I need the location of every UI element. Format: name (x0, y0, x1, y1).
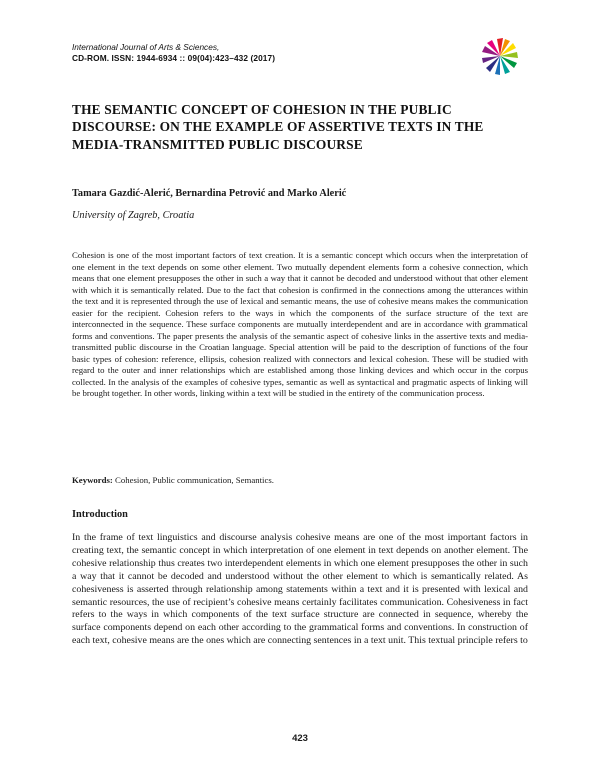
title-line: DISCOURSE: ON THE EXAMPLE OF ASSERTIVE TEXTS IN THE (72, 119, 484, 135)
journal-logo-icon (480, 36, 520, 76)
keywords-text: Cohesion, Public communication, Semantics. (115, 475, 274, 485)
abstract: Cohesion is one of the most important factors of text creation. It is a semantic concept which occurs when the interpretation of one element in the text depends on some other element. Two mutually dependent elements form a cohesive connection, which means that one element presupposes the other in such a way that it cannot be decoded and understood without that other element with which it is semantically related. Due to the fact that cohesion is confirmed in the connections among the utterances within the text and it is represented through the use of lexical and semantic means, the use of cohesive means makes the communication easier for the recipient. Cohesion refers to the ways in which the components of the surface structure of the text are interconnected in the sequence. These surface components are mutually interdependent and are in accordance with grammatical forms and conventions. The paper presents the analysis of the semantic aspect of cohesive links in the assertive texts and media-transmitted public discourse in the Croatian language. Special attention will be paid to the description of functions of the four basic types of cohesion: reference, ellipsis, cohesion realized with connectors and lexical cohesion. These will be studied with regard to the outer and inner relationships which are established among those linking devices and which occur in the corpus collected. In the analysis of the examples of cohesive types, semantic as well as syntactical and pragmatic aspects of linking will be brought together. In other words, linking within a text will be studied in the entirety of the communication process. (72, 250, 528, 399)
authors: Tamara Gazdić-Alerić, Bernardina Petrović and Marko Alerić (72, 188, 347, 199)
paper-title (72, 101, 532, 153)
introduction-paragraph: In the frame of text linguistics and discourse analysis cohesive means are one of the most important factors in creating text, the semantic concept in which interpretation of one element in text depends on another element. The cohesive relationship thus creates two interdependent elements in which one element presupposes the other in such a way that it cannot be decoded and understood without the other element to which is semantically related. As cohesiveness is asserted through relationship among statements within a text and it is presented with lexical and semantic resources, the use of recipient’s cohesive means certainly facilitates communication. Cohesiveness in fact refers to the ways in which components of the text surface structure are connected in sequence, whereby the surface components depend on each other according to the grammatical forms and conventions. In construction of each text, cohesive means are the ones which are connecting sentences in a text unit. This textual principle refers to (72, 532, 528, 647)
title-line: MEDIA-TRANSMITTED PUBLIC DISCOURSE (72, 136, 363, 152)
affiliation: University of Zagreb, Croatia (72, 210, 195, 221)
keywords-label: Keywords: (72, 475, 113, 485)
keywords (72, 475, 528, 485)
journal-issn: CD-ROM. ISSN: 1944-6934 :: 09(04):423–432 (2017) (72, 53, 276, 63)
journal-name: International Journal of Arts & Sciences, (72, 42, 220, 52)
page-number: 423 (292, 733, 308, 744)
journal-header (72, 42, 275, 64)
section-heading-introduction: Introduction (72, 509, 128, 520)
title-line: THE SEMANTIC CONCEPT OF COHESION IN THE PUBLIC (72, 102, 452, 117)
